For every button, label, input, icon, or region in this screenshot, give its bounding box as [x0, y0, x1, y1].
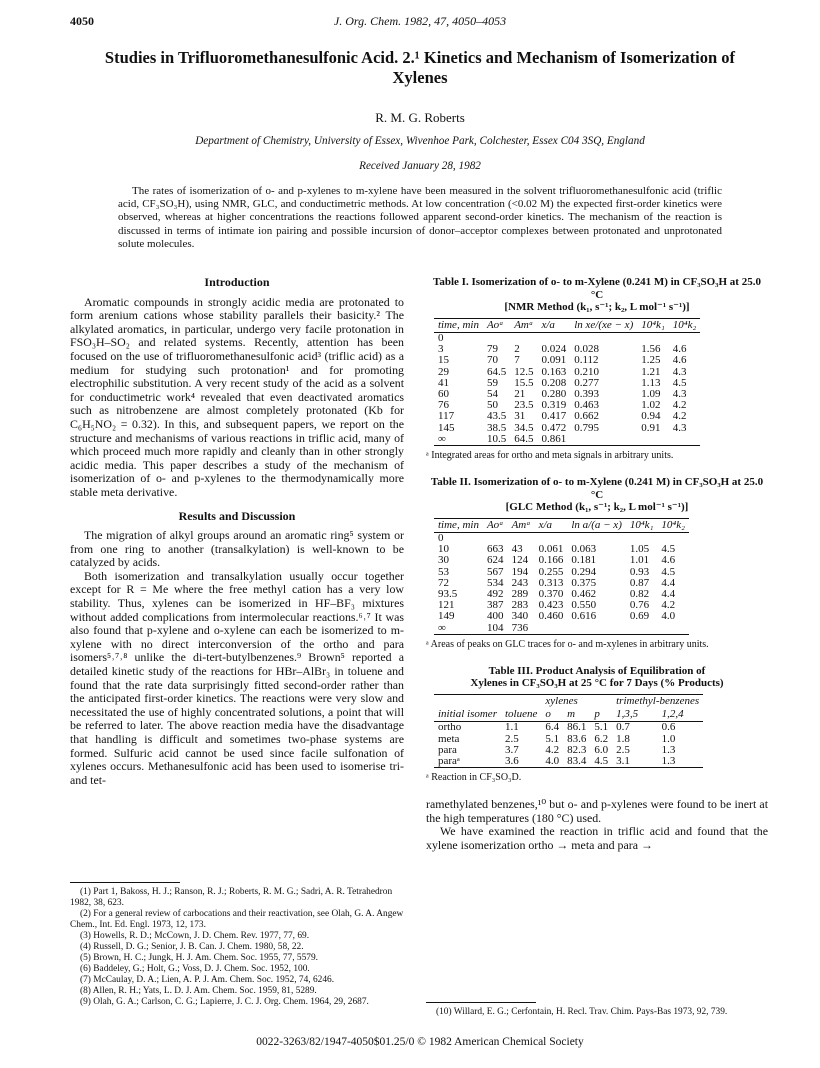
table-cell: 3.7: [504, 743, 519, 756]
table-cell: 21: [514, 388, 526, 400]
table-cell: 0.795: [574, 421, 599, 434]
table-cell: 50: [486, 399, 498, 412]
table-cell: 1.05: [629, 543, 650, 556]
column-header: o: [541, 708, 563, 722]
table-cell: 0.393: [574, 388, 599, 400]
table-cell: 1.01: [629, 554, 650, 567]
column-header: p: [590, 708, 612, 722]
table-cell: 124: [511, 554, 529, 567]
table-row: [434, 555, 689, 566]
table-cell: 663: [486, 543, 504, 556]
table-cell: 0.460: [538, 610, 564, 623]
table-cell: 4.5: [590, 756, 612, 768]
table-cell: 1.56: [641, 343, 661, 356]
table-cell: 83.4: [563, 756, 590, 768]
table-cell: 1.3: [658, 756, 704, 768]
column-header: 10⁴k₂: [669, 318, 701, 332]
table-cell: 1.02: [641, 399, 661, 412]
table-cell: [570, 434, 637, 446]
table-row: [434, 411, 700, 422]
table-cell: [657, 623, 689, 635]
table-cell: 0.550: [571, 599, 597, 612]
table-row: [434, 434, 700, 446]
results-paragraph-1: The migration of alkyl groups around an aromatic ring⁵ system or from one ring to another (transalkylation) is well-known to be catalyzed by acids.: [70, 528, 404, 570]
left-column: [70, 276, 404, 787]
table-cell: [637, 434, 669, 446]
table-1-method: [NMR Method (k₁, s⁻¹; k₂, L mol⁻¹ s⁻¹)]: [504, 301, 690, 314]
table-cell: 0.313: [538, 576, 564, 589]
column-header: 1,2,4: [658, 708, 704, 722]
table-cell: 121: [438, 599, 455, 612]
right-column: [426, 276, 768, 853]
table-cell: 86.1: [567, 721, 587, 734]
table-cell: 145: [438, 421, 455, 434]
journal-citation: J. Org. Chem. 1982, 47, 4050–4053: [333, 14, 507, 28]
footnote-rule: [70, 882, 180, 883]
table-cell: 340: [511, 610, 529, 623]
table-cell: 283: [511, 599, 529, 612]
table-cell: 4.6: [672, 343, 687, 356]
table-cell: 0.861: [537, 434, 570, 446]
table-cell: 0.166: [538, 554, 564, 567]
table-row: [434, 355, 700, 366]
table-cell: 0.294: [571, 565, 597, 578]
table-cell: 0.319: [541, 399, 567, 412]
table-cell: 0.662: [574, 410, 599, 423]
table-cell: 4.6: [672, 354, 687, 367]
table-cell: [535, 623, 568, 635]
table-cell: 4.0: [541, 756, 563, 768]
table-cell: 6.4: [545, 721, 560, 734]
table-cell: [626, 623, 658, 635]
table-cell: 93.5: [438, 588, 458, 601]
affiliation: Department of Chemistry, University of Essex, Wivenhoe Park, Colchester, Essex C04 3SQ, England: [195, 135, 645, 147]
table-cell: 104: [483, 623, 508, 635]
table-cell: 0.87: [629, 576, 650, 589]
table-cell: 76: [438, 399, 449, 412]
table-cell: 4.4: [661, 588, 676, 601]
table-cell: 0.181: [571, 554, 597, 567]
reference: (1) Part 1, Bakoss, H. J.; Ranson, R. J.; Roberts, R. M. G.; Sadri, A. R. Tetrahedron 1982, 38, 623.: [70, 887, 393, 908]
table-3-caption-line-2: Xylenes in CF₃SO₃H at 25 °C for 7 Days (% Products): [470, 677, 724, 690]
results-heading: Results and Discussion: [178, 508, 296, 523]
table-cell: 0.112: [574, 354, 599, 367]
table-cell: 0.423: [538, 599, 564, 612]
table-cell: 2.5: [616, 743, 630, 756]
group-header-xylenes: xylenes: [541, 695, 612, 709]
table-cell: 82.3: [567, 743, 587, 756]
table-row: [434, 389, 700, 400]
table-cell: 0.208: [541, 376, 567, 389]
column-header: Aoᵃ: [483, 318, 510, 332]
table-cell: 0.280: [541, 388, 567, 400]
table-cell: 12.5: [514, 365, 534, 378]
table-cell: 1.1: [504, 721, 519, 734]
group-header-trimethylbenzenes: trimethyl-benzenes: [612, 695, 703, 709]
table-cell: 79: [486, 343, 498, 356]
table-row: [434, 367, 700, 378]
table-cell: 387: [486, 599, 504, 612]
table-cell: 43.5: [486, 410, 507, 423]
table-cell: 5.1: [594, 721, 609, 734]
column-header: 10⁴k₁: [626, 518, 658, 532]
column-header: toluene: [501, 708, 541, 722]
reference: (8) Allen, R. H.; Yats, L. D. J. Am. Chem. Soc. 1959, 81, 5289.: [80, 986, 317, 996]
abstract: The rates of isomerization of o- and p-xylenes to m-xylene have been measured in the solvent trifluoromethanesulfonic acid (triflic acid, CF₃SO₃H), using NMR, GLC, and conductimetric methods. At low concentration (<0.02 M) the expected first-order kinetics were observed, whereas at higher concentrations the reactions followed apparent second-order kinetics. The mechanism of the reaction is discussed in terms of intimate ion pairing and possible incursion of donor–acceptor complexes between protonated and unprotonated solute molecules.: [118, 185, 722, 250]
intro-paragraph: Aromatic compounds in strongly acidic media are protonated to form arenium cations whose stability parallels their basicity.² The alkylated aromatics, in particular, undergo very facile protonation in FSO₃H–SO₂ and related systems. Recently, attention has been focused on the use of trifluoromethanesulfonic acid³ (triflic acid) as a medium for studying such protonation¹ and for promoting electrophilic substitution. A very recent study of the acid as a solvent for conductimetric work⁴ revealed that even deactivated aromatics such as nitrobenzene are almost completely protonated (Kb for C₆H₅NO₂ = 0.32). In this, and subsequent papers, we report on the structure and mechanisms of various reactions in triflic acid, many of which proceed much more rapidly and cleanly than in other strongly acidic media. This paper describes a study of the mechanism of isomerization of o- and p-xylenes to the thermodynamically more stable meta derivative.: [70, 294, 404, 499]
table-2-method: [GLC Method (k₁, s⁻¹; k₂, L mol⁻¹ s⁻¹)]: [505, 501, 689, 514]
table-cell: 4.3: [672, 365, 687, 378]
table-cell: 64.5: [486, 365, 507, 378]
table-cell: 54: [486, 388, 498, 400]
author: R. M. G. Roberts: [375, 110, 465, 125]
table-cell: 4.2: [661, 599, 676, 612]
table-cell: para: [438, 743, 457, 756]
reference: (3) Howells, R. D.; McCown, J. D. Chem. Rev. 1977, 77, 69.: [80, 931, 310, 941]
table-cell: 59: [486, 376, 498, 389]
table-cell: 3: [438, 343, 444, 356]
table-cell: 0.94: [641, 410, 661, 423]
table-cell: 0.93: [629, 565, 650, 578]
table-cell: 7: [514, 354, 520, 367]
table-cell: 4.6: [661, 554, 676, 567]
reference: (7) McCaulay, D. A.; Lien, A. P. J. Am. Chem. Soc. 1952, 74, 6246.: [80, 975, 335, 985]
table-row: [434, 611, 689, 622]
table-cell: [669, 434, 701, 446]
reference: (4) Russell, D. G.; Senior, J. B. Can. J. Chem. 1980, 58, 22.: [80, 942, 304, 952]
table-cell: ∞: [434, 623, 483, 635]
table-cell: 43: [511, 543, 523, 556]
table-cell: 0.063: [571, 543, 597, 556]
table-cell: 0.163: [541, 365, 567, 378]
table-3-footnote: ᵃ Reaction in CF₃SO₃D.: [426, 772, 522, 784]
column-header: x/a: [537, 318, 570, 332]
table-cell: 0.82: [629, 588, 650, 601]
table-cell: 0.370: [538, 588, 564, 601]
table-row: [434, 332, 700, 344]
table-cell: 6.2: [594, 732, 609, 745]
table-2-caption: Table II. Isomerization of o- to m-Xylene (0.241 M) in CF₃SO₃H at 25.0 °C: [430, 476, 764, 501]
table-cell: 0.061: [538, 543, 564, 556]
table-cell: 289: [511, 588, 529, 601]
table-cell: [567, 623, 626, 635]
footnote-rule: [426, 1002, 536, 1003]
table-3: [426, 665, 768, 784]
reference: (2) For a general review of carbocations and their reactivation, see Olah, G. A. Angew Chem., Int. Ed. Engl. 1973, 12, 173.: [70, 909, 404, 930]
reference: (6) Baddeley, G.; Holt, G.; Voss, D. J. Chem. Soc. 1952, 100.: [80, 964, 310, 974]
table-cell: 0.463: [574, 399, 599, 412]
table-cell: 34.5: [514, 421, 534, 434]
table-1-caption: Table I. Isomerization of o- to m-Xylene (0.241 M) in CF₃SO₃H at 25.0 °C: [433, 276, 761, 301]
table-cell: 1.3: [661, 743, 676, 756]
table-2-footnote: ᵃ Areas of peaks on GLC traces for o- and m-xylenes in arbitrary units.: [426, 638, 709, 650]
table-2: [426, 476, 768, 651]
table-cell: 6.0: [594, 743, 609, 756]
table-cell: 60: [438, 388, 449, 400]
table-3-caption: Table III. Product Analysis of Equilibration of: [488, 664, 706, 677]
table-cell: 1.21: [641, 365, 661, 378]
table-cell: 0: [438, 532, 444, 544]
table-row: [434, 756, 703, 768]
table-cell: 4.0: [661, 610, 676, 623]
table-cell: 4.2: [672, 410, 687, 423]
table-cell: 117: [438, 410, 455, 423]
table-cell: 1.8: [616, 732, 630, 745]
table-cell: 1.25: [641, 354, 661, 367]
column-header: 10⁴k₁: [637, 318, 669, 332]
paper-title: Studies in Trifluoromethanesulfonic Acid. 2.¹ Kinetics and Mechanism of Isomerization of Xylenes: [104, 48, 736, 87]
column-header: m: [563, 708, 590, 722]
table-cell: 72: [438, 576, 449, 589]
table-cell: 243: [511, 576, 529, 589]
table-cell: 23.5: [514, 399, 534, 412]
table-cell: ortho: [438, 721, 462, 734]
table-cell: 38.5: [486, 421, 507, 434]
page-number: 4050: [70, 14, 94, 28]
table-cell: 4.3: [672, 421, 687, 434]
reference: (5) Brown, H. C.; Jungk, H. J. Am. Chem. Soc. 1955, 77, 5579.: [80, 953, 319, 963]
reference-10-block: [426, 1002, 768, 1018]
table-cell: 3.1: [612, 756, 658, 768]
table-cell: 0.69: [629, 610, 650, 623]
table-cell: 4.3: [672, 388, 687, 400]
table-cell: 0.417: [541, 410, 567, 423]
table-1: [426, 276, 768, 462]
table-cell: 736: [508, 623, 535, 635]
table-row: [434, 400, 700, 411]
column-header: time, min: [434, 318, 483, 332]
table-cell: 0.7: [616, 721, 630, 734]
table-cell: paraᵃ: [434, 756, 501, 768]
table-cell: 0.375: [571, 576, 597, 589]
table-cell: 194: [511, 565, 529, 578]
table-1-grid: [434, 318, 700, 446]
table-cell: 5.1: [545, 732, 560, 745]
results-paragraph-2: Both isomerization and transalkylation usually occur together except for R = Me where the free methyl cation has a very low stability. Thus, xylenes can be isomerized in HF–BF₃ mixtures without added complications from intermolecular reactions.⁶˒⁷ It was also found that p-xylene and o-xylene can each be isomerized to m-xylene with no direct interconversion of the ortho and para isomers⁵˒⁷˒⁸ unlike the di-tert-butylbenzenes.⁹ Brown⁵ reported a detailed kinetic study of the reactions for HBr–AlBr₃ in toluene and found that the rate data surprisingly fitted second-order rather than the anticipated first-order kinetics. The reactions were very slow and necessitated the use of highly concentrated solutions, a point that will be referred to later. The above reaction media have the disadvantage that handling is difficult and sometimes two-phase systems are formed. Sulfuric acid cannot be used since facile sulfonation of xylenes occurs. Methanesulfonic acid has been used to isomerise tri- and tet-: [70, 568, 404, 787]
table-cell: ∞: [434, 434, 483, 446]
table-cell: 2.5: [504, 732, 519, 745]
table-cell: 4.5: [661, 543, 676, 556]
table-cell: 0.024: [541, 343, 567, 356]
table-cell: 0: [438, 331, 444, 344]
table-cell: 400: [486, 610, 504, 623]
table-cell: 4.2: [545, 743, 560, 756]
table-row: [434, 722, 703, 734]
table-cell: meta: [438, 732, 460, 745]
table-cell: 2: [514, 343, 520, 356]
table-cell: 41: [438, 376, 449, 389]
column-header: Amᵃ: [510, 318, 537, 332]
table-cell: 534: [486, 576, 504, 589]
column-header: time, min: [434, 518, 483, 532]
table-3-grid: [434, 694, 703, 768]
table-cell: 567: [486, 565, 504, 578]
table-cell: 0.462: [571, 588, 597, 601]
table-cell: 4.5: [672, 376, 687, 389]
column-header: Aoᵃ: [483, 518, 508, 532]
table-cell: 0.616: [571, 610, 597, 623]
table-cell: 4.2: [672, 399, 687, 412]
table-cell: 0.277: [574, 376, 599, 389]
column-header: 10⁴k₂: [657, 518, 689, 532]
right-paragraph-2: We have examined the reaction in triflic acid and found that the xylene isomerization ortho → meta and para →: [426, 824, 768, 853]
table-row: [434, 344, 700, 355]
table-row: [434, 378, 700, 389]
column-header: Amᵃ: [508, 518, 535, 532]
column-header: ln a/(a − x): [567, 518, 626, 532]
table-cell: 4.5: [661, 565, 676, 578]
table-cell: 624: [486, 554, 504, 567]
table-cell: 0.91: [641, 421, 661, 434]
table-cell: 10: [438, 543, 449, 556]
page-footer: 0022-3263/82/1947-4050$01.25/0 © 1982 American Chemical Society: [256, 1036, 584, 1048]
table-row: [434, 423, 700, 434]
reference: (9) Olah, G. A.; Carlson, C. G.; Lapierre, J. C. J. Org. Chem. 1964, 29, 2687.: [80, 997, 369, 1007]
table-cell: 1.09: [641, 388, 661, 400]
received-date: Received January 28, 1982: [359, 160, 481, 172]
table-cell: 0.028: [574, 343, 599, 356]
table-cell: 83.6: [567, 732, 587, 745]
table-cell: 10.5: [483, 434, 510, 446]
table-cell: 0.76: [629, 599, 650, 612]
table-cell: 29: [438, 365, 449, 378]
column-header: 1,3,5: [612, 708, 658, 722]
right-paragraph-1: ramethylated benzenes,¹⁰ but o- and p-xylenes were found to be inert at the high temperatures (180 °C) used.: [426, 797, 768, 825]
table-cell: 492: [486, 588, 504, 601]
table-cell: 64.5: [510, 434, 537, 446]
table-row: [434, 623, 689, 635]
table-cell: 1.0: [661, 732, 676, 745]
table-cell: 30: [438, 554, 449, 567]
table-cell: 70: [486, 354, 498, 367]
table-cell: 3.6: [501, 756, 541, 768]
table-cell: 0.472: [541, 421, 567, 434]
table-cell: 4.4: [661, 576, 676, 589]
column-header: x/a: [535, 518, 568, 532]
column-header: initial isomer: [434, 708, 501, 722]
table-cell: 0.255: [538, 565, 564, 578]
column-header: ln xe/(xe − x): [570, 318, 637, 332]
table-cell: 0.6: [661, 721, 676, 734]
table-cell: 0.091: [541, 354, 567, 367]
table-cell: 15.5: [514, 376, 534, 389]
table-cell: 1.13: [641, 376, 661, 389]
reference: (10) Willard, E. G.; Cerfontain, H. Recl. Trav. Chim. Pays-Bas 1973, 92, 739.: [436, 1007, 728, 1017]
table-cell: 15: [438, 354, 449, 367]
intro-heading: Introduction: [204, 275, 270, 289]
references: [70, 882, 404, 1008]
table-cell: 31: [514, 410, 526, 423]
table-cell: 0.210: [574, 365, 599, 378]
table-2-grid: [434, 518, 689, 635]
table-cell: 149: [438, 610, 455, 623]
table-cell: 53: [438, 565, 449, 578]
table-1-footnote: ᵃ Integrated areas for ortho and meta signals in arbitrary units.: [426, 450, 674, 462]
